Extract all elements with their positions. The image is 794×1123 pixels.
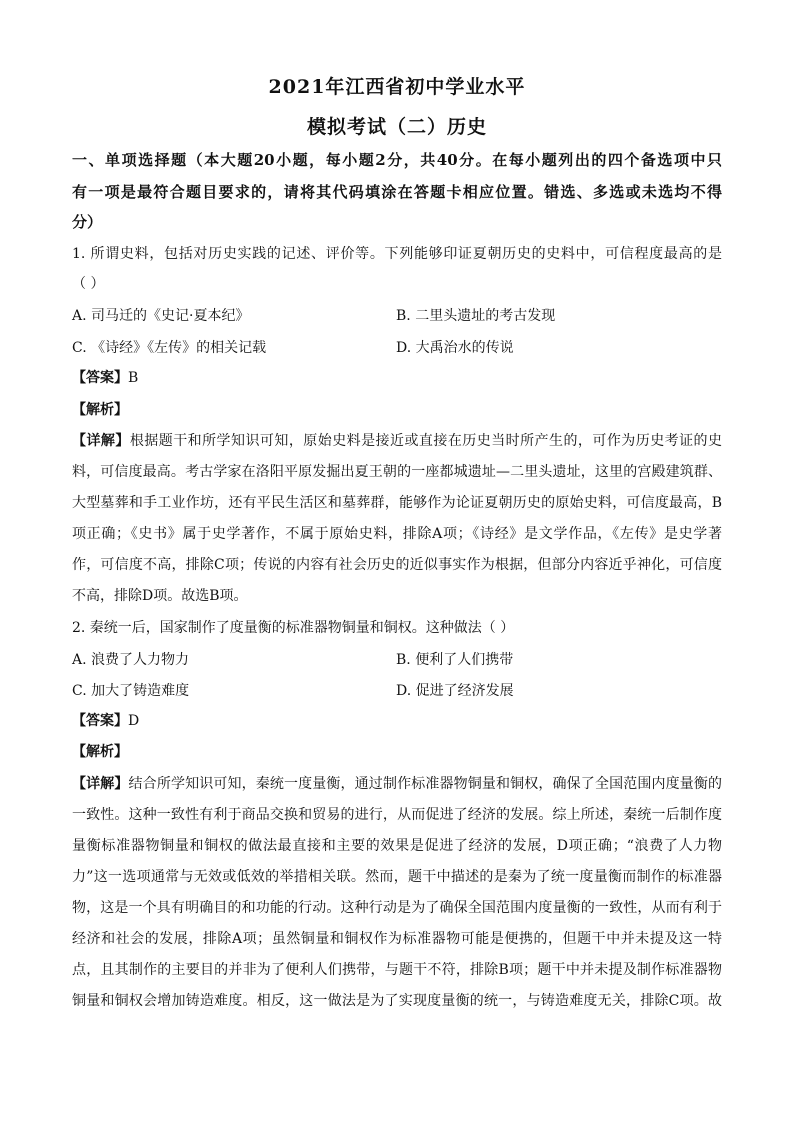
q1-analysis-label: 【解析】: [72, 402, 128, 418]
q1-detail-line1: [72, 431, 722, 451]
q2-analysis-tag: [72, 742, 128, 762]
q2-answer: [72, 711, 139, 731]
q2-detail-line4: 力”这一选项通常与无效或低效的举措相关联。然而，题干中描述的是秦为了统一度量衡而制作的标准器: [72, 869, 722, 885]
q2-detail-line1: [72, 774, 722, 794]
q2-option-b: B. 便利了人们携带: [396, 652, 514, 668]
q2-analysis-label: 【解析】: [72, 744, 128, 760]
q1-option-a: A. 司马迁的《史记·夏本纪》: [72, 308, 250, 324]
q2-stem: 2. 秦统一后，国家制作了度量衡的标准器物铜量和铜权。这种做法（ ）: [72, 620, 515, 636]
q1-answer: [72, 368, 138, 388]
q1-option-c: C. 《诗经》《左传》的相关记载: [72, 340, 267, 356]
q2-detail-line3: 量衡标准器物铜量和铜权的做法最直接和主要的效果是促进了经济的发展，D项正确；“浪费了人力物: [72, 838, 722, 854]
q1-detail-line2: 料，可信度最高。考古学家在洛阳平原发掘出夏王朝的一座都城遗址—二里头遗址，这里的宫殿建筑群、: [72, 464, 722, 480]
section-heading-line3: 分）: [72, 213, 103, 231]
q2-answer-tag: 【答案】: [72, 713, 128, 729]
q2-option-c: C. 加大了铸造难度: [72, 683, 190, 699]
q2-detail-line6: 经济和社会的发展，排除A项；虽然铜量和铜权作为标准器物可能是便携的，但题干中并未提及这一特: [72, 931, 722, 947]
exam-title-line2: 模拟考试（二）历史: [306, 116, 487, 138]
q1-answer-value: B: [128, 370, 139, 386]
q1-detail-line5: 作，可信度不高，排除C项；传说的内容有社会历史的近似事实作为根据，但部分内容近乎神化，可信度: [72, 557, 722, 573]
q2-option-d: D. 促进了经济发展: [396, 683, 514, 699]
q1-detail-line3: 大型墓葬和手工业作坊，还有平民生活区和墓葬群，能够作为论证夏朝历史的原始史料，可信度最高，B: [72, 495, 722, 511]
section-heading-line1: 一、单项选择题（本大题20小题，每小题2分，共40分。在每小题列出的四个备选项中只: [72, 151, 722, 169]
q2-detail-line5: 物，这是一个具有明确目的和功能的行动。这种行动是为了确保全国范围内度量衡的一致性，从而有利于: [72, 900, 722, 916]
exam-title-line1: 2021年江西省初中学业水平: [268, 76, 526, 98]
q2-detail-line7: 点，且其制作的主要目的并非为了便利人们携带，与题干不符，排除B项；题干中并未提及制作标准器物: [72, 962, 722, 978]
q1-stem-line2: （ ）: [72, 276, 105, 292]
q2-option-a: A. 浪费了人力物力: [72, 652, 190, 668]
q1-detail-line6: 不高，排除D项。故选B项。: [72, 588, 248, 604]
q2-answer-value: D: [128, 713, 140, 729]
q1-option-b: B. 二里头遗址的考古发现: [396, 308, 556, 324]
q1-option-d: D. 大禹治水的传说: [396, 340, 514, 356]
q1-stem-line1: 1. 所谓史料，包括对历史实践的记述、评价等。下列能够印证夏朝历史的史料中，可信程度最高的是: [72, 246, 722, 262]
q2-detail-line2: 一致性。这种一致性有利于商品交换和贸易的进行，从而促进了经济的发展。综上所述，秦统一后制作度: [72, 807, 722, 823]
q2-detail-text-1: 结合所学知识可知，秦统一度量衡，通过制作标准器物铜量和铜权，确保了全国范围内度量衡的: [128, 776, 723, 792]
q2-detail-tag: 【详解】: [72, 776, 129, 792]
section-heading-line2: 有一项是最符合题目要求的，请将其代码填涂在答题卡相应位置。错选、多选或未选均不得: [72, 183, 722, 201]
q1-detail-text-1: 根据题干和所学知识可知，原始史料是接近或直接在历史当时所产生的，可作为历史考证的史: [129, 433, 723, 449]
q2-detail-line8: 铜量和铜权会增加铸造难度。相反，这一做法是为了实现度量衡的统一，与铸造难度无关，排除C项。故: [72, 993, 722, 1009]
q1-answer-tag: 【答案】: [72, 370, 128, 386]
q1-detail-tag: 【详解】: [72, 433, 130, 449]
q1-detail-line4: 项正确；《史书》属于史学著作，不属于原始史料，排除A项；《诗经》是文学作品，《左传》是史学著: [72, 526, 722, 542]
q1-analysis-tag: [72, 400, 128, 420]
